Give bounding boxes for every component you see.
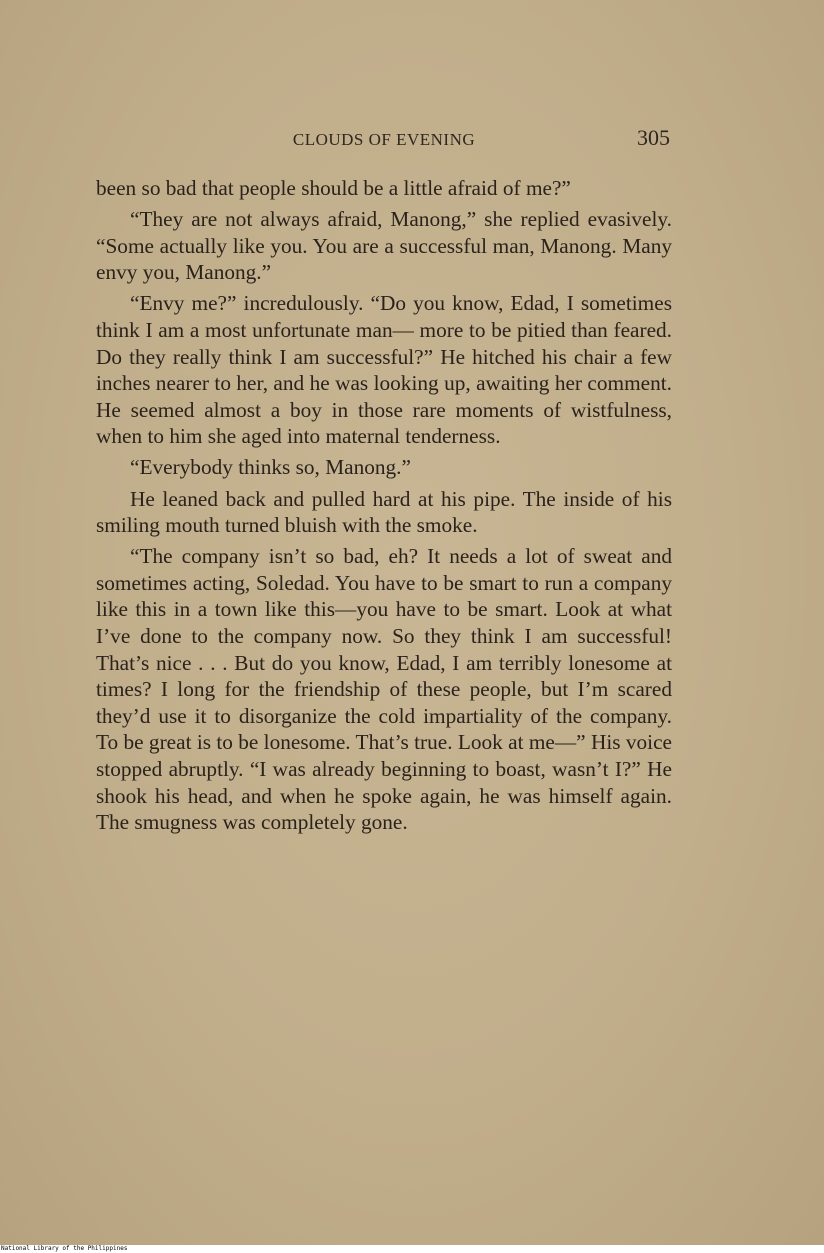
paragraph: “Envy me?” incredulously. “Do you know, Edad, I sometimes think I am a most unfortunate man— more to be pitied than feared. Do they really think I am successful?” He hitched his chair a few inches nearer to her, and he was looking up, awaiting her comment. He seemed almost a boy in those rare moments of wistfulness, when to him she aged into maternal tenderness. (96, 291, 672, 449)
paragraph-continuation: been so bad that people should be a little afraid of me?” (96, 176, 571, 200)
paragraph: “Everybody thinks so, Manong.” (130, 455, 411, 480)
library-credit: National Library of the Philippines (1, 1245, 128, 1252)
paragraph: “The company isn’t so bad, eh? It needs a lot of sweat and sometimes acting, Soledad. You have to be smart to run a company like this in a town like this—you have to be smart. Look at what I’ve done to the company now. So they think I am successful! That’s nice . . . But do you know, Edad, I am terribly lonesome at times? I long for the friendship of these people, but I’m scared they’d use it to disorganize the cold impartiality of the company. To be great is to be lonesome. That’s true. Look at me—” His voice stopped abruptly. “I was already beginning to boast, wasn’t I?” He shook his head, and when he spoke again, he was himself again. The smugness was completely gone. (96, 544, 672, 835)
body-text (96, 175, 672, 840)
page-number: 305 (637, 125, 670, 150)
page-header (96, 125, 672, 154)
running-title: CLOUDS OF EVENING (292, 130, 476, 149)
paragraph: He leaned back and pulled hard at his pipe. The inside of his smiling mouth turned bluish with the smoke. (96, 486, 672, 538)
paragraph: “They are not always afraid, Manong,” she replied evasively. “Some actually like you. You are a successful man, Manong. Many envy you, Manong.” (96, 207, 672, 285)
